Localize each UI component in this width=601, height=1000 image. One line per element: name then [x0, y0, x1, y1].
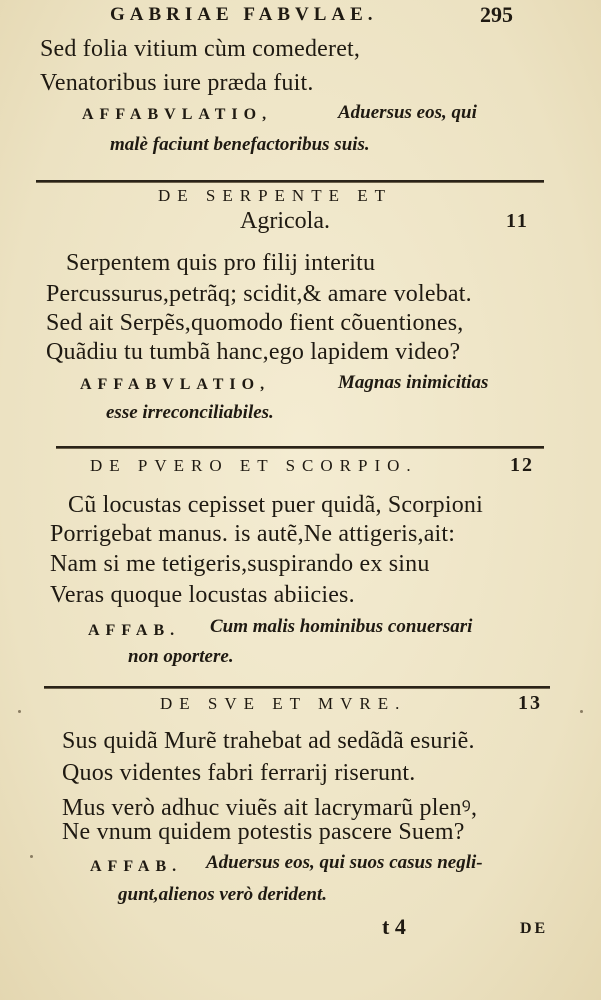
paper-speck [580, 710, 583, 713]
running-title: GABRIAE FABVLAE. [110, 4, 378, 25]
page-number: 295 [480, 2, 513, 27]
verse-line: Sed folia vitium cùm comederet, [40, 36, 361, 62]
fable-number: 11 [506, 210, 529, 232]
section-rule [36, 180, 544, 183]
fable-number: 12 [510, 454, 534, 476]
verse-line: Mus verò adhuc viuẽs ait lacrymarũ plenꝰ, [62, 795, 478, 821]
verse-line: Percussurus,petrãq; scidit,& amare volebat. [46, 281, 472, 307]
moral-text: malè faciunt benefactoribus suis. [110, 134, 370, 155]
signature-mark: t 4 [382, 914, 406, 939]
fable-title-continued: Agricola. [240, 208, 330, 234]
fable-title: DE SVE ET MVRE. [160, 694, 407, 713]
verse-line: Cũ locustas cepisset puer quidã, Scorpioni [68, 492, 483, 518]
moral-label: AFFAB. [88, 622, 181, 639]
moral-label: AFFABVLATIO, [82, 106, 273, 123]
moral-text: gunt,alienos verò derident. [118, 884, 328, 905]
verse-line: Porrigebat manus. is autẽ,Ne attigeris,ait: [50, 521, 456, 547]
verse-line: Veras quoque locustas abiicies. [50, 582, 355, 608]
fable-number: 13 [518, 692, 542, 714]
moral-text: Aduersus eos, qui [338, 102, 477, 123]
verse-line: Ne vnum quidem potestis pascere Suem? [62, 819, 465, 845]
verse-line: Sed ait Serpẽs,quomodo fient cõuentiones, [46, 310, 464, 336]
moral-label: AFFAB. [90, 858, 183, 875]
moral-text: Aduersus eos, qui suos casus negli- [206, 852, 483, 873]
moral-text: Cum malis hominibus conuersari [210, 616, 473, 637]
paper-speck [30, 855, 33, 858]
verse-line: Venatoribus iure præda fuit. [40, 70, 314, 96]
fable-title: DE SERPENTE ET [158, 186, 392, 205]
verse-line: Sus quidã Murẽ trahebat ad sedãdã esuriẽ. [62, 728, 475, 754]
fable-title: DE PVERO ET SCORPIO. [90, 456, 418, 475]
moral-text: esse irreconciliabiles. [106, 402, 274, 423]
section-rule [44, 686, 550, 689]
verse-line: Quãdiu tu tumbã hanc,ego lapidem video? [46, 339, 461, 365]
moral-label: AFFABVLATIO, [80, 376, 271, 393]
verse-line: Nam si me tetigeris,suspirando ex sinu [50, 551, 430, 577]
verse-line: Quos videntes fabri ferrarij riserunt. [62, 760, 416, 786]
moral-text: non oportere. [128, 646, 234, 667]
moral-text: Magnas inimicitias [338, 372, 489, 393]
paper-speck [18, 710, 21, 713]
catchword: DE [520, 920, 549, 937]
verse-line: Serpentem quis pro filij interitu [66, 250, 376, 276]
section-rule [56, 446, 544, 449]
